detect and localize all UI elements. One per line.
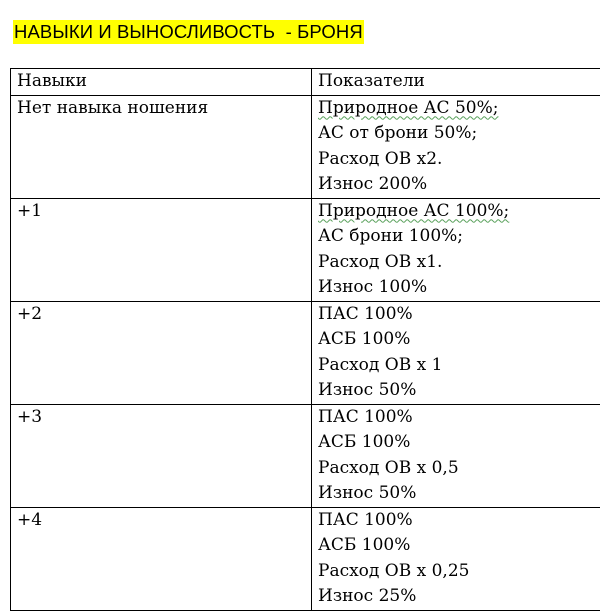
document-heading: НАВЫКИ И ВЫНОСЛИВОСТЬ - БРОНЯ <box>13 20 364 44</box>
stat-line: Расход ОВ х 0,25 <box>318 559 600 585</box>
table-row <box>11 301 600 404</box>
stat-line: АСБ 100% <box>318 430 600 456</box>
skill-cell: +2 <box>11 301 312 404</box>
stat-line: АСБ 100% <box>318 533 600 559</box>
stats-cell <box>312 95 600 198</box>
stats-cell <box>312 301 600 404</box>
stat-line: АС брони 100%; <box>318 224 600 250</box>
table-row <box>11 507 600 610</box>
table-row <box>11 95 600 198</box>
stat-line: Расход ОВ х 0,5 <box>318 456 600 482</box>
header-skills: Навыки <box>11 69 312 96</box>
stats-cell <box>312 198 600 301</box>
stat-line: Расход ОВ х 1 <box>318 353 600 379</box>
stat-line <box>318 199 600 225</box>
stat-line: АСБ 100% <box>318 327 600 353</box>
stat-line: Расход ОВ х1. <box>318 250 600 276</box>
stat-line: ПАС 100% <box>318 405 600 431</box>
stat-line <box>318 96 600 122</box>
skills-table <box>10 68 600 611</box>
stats-cell <box>312 404 600 507</box>
stats-cell <box>312 507 600 610</box>
stat-line: Износ 100% <box>318 275 600 301</box>
skill-cell: +4 <box>11 507 312 610</box>
table-row <box>11 198 600 301</box>
header-stats: Показатели <box>312 69 600 96</box>
stat-line: Износ 25% <box>318 584 600 610</box>
stat-line: Расход ОВ х2. <box>318 147 600 173</box>
stat-line: Износ 50% <box>318 481 600 507</box>
stat-line: ПАС 100% <box>318 302 600 328</box>
stat-line: ПАС 100% <box>318 508 600 534</box>
skill-cell: +3 <box>11 404 312 507</box>
table-row <box>11 404 600 507</box>
stat-line-text: Природное АС 100%; <box>318 201 509 221</box>
stat-line: Износ 50% <box>318 378 600 404</box>
stat-line: Износ 200% <box>318 172 600 198</box>
skill-cell: Нет навыка ношения <box>11 95 312 198</box>
stat-line: АС от брони 50%; <box>318 121 600 147</box>
stat-line-text: Природное АС 50%; <box>318 98 498 118</box>
table-header-row <box>11 69 600 96</box>
skill-cell: +1 <box>11 198 312 301</box>
